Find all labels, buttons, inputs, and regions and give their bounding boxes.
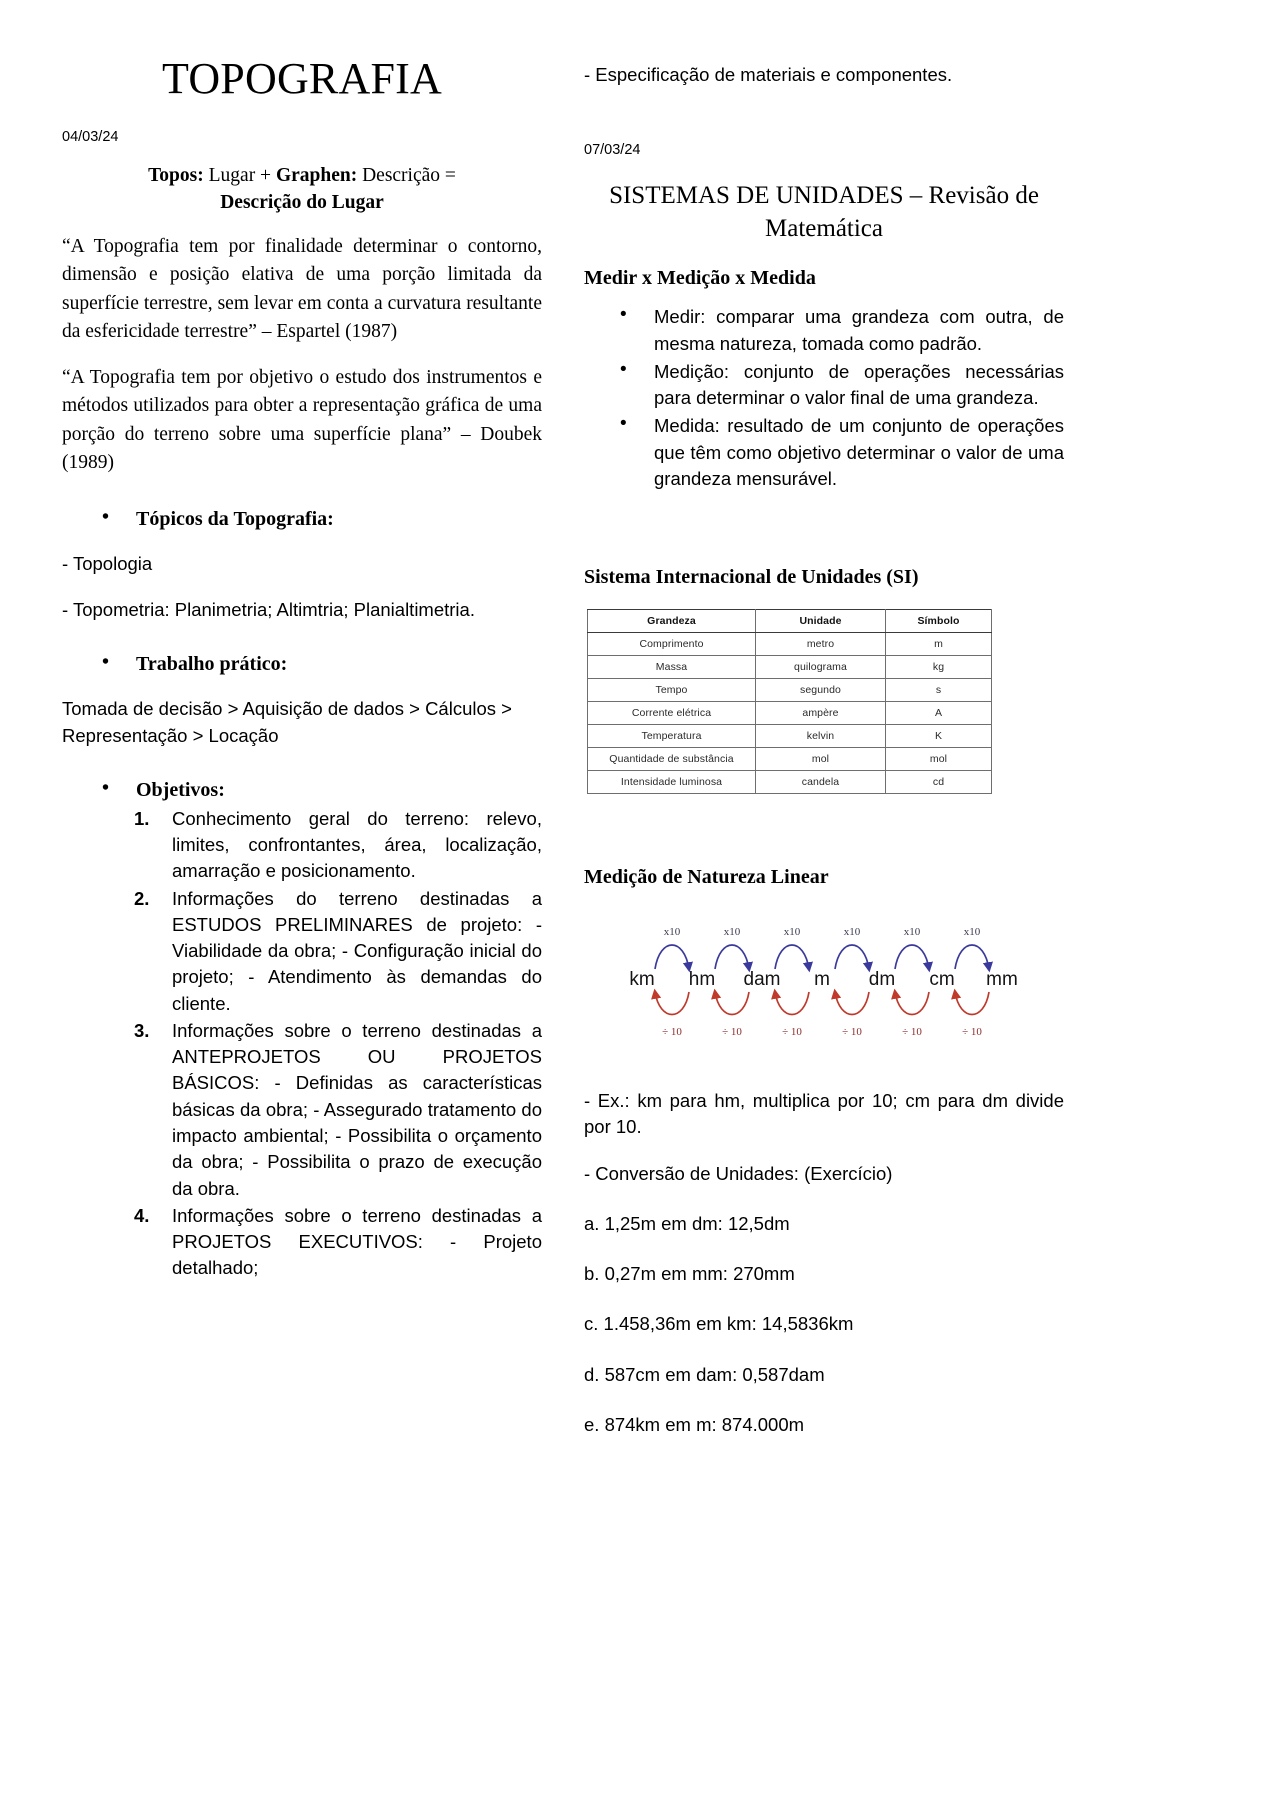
ladder-unit-cm: cm xyxy=(929,969,955,991)
cell-unidade: quilograma xyxy=(756,656,886,679)
left-column xyxy=(62,40,542,1438)
cell-simbolo: mol xyxy=(886,748,992,771)
table-row xyxy=(588,633,992,656)
ladder-unit-m: m xyxy=(814,969,830,991)
cell-simbolo: cd xyxy=(886,771,992,794)
exercise-heading: - Conversão de Unidades: (Exercício) xyxy=(584,1162,893,1184)
answer-d: d. 587cm em dam: 0,587dam xyxy=(584,1363,825,1385)
heading-medicao-natureza-linear: Medição de Natureza Linear xyxy=(584,866,829,889)
etymology-graphen-value: Descrição = xyxy=(357,165,456,187)
cell-grandeza: Massa xyxy=(588,656,756,679)
column-header-unidade: Unidade xyxy=(756,610,886,633)
section-title-sistemas-de-unidades: SISTEMAS DE UNIDADES – Revisão de Matemática xyxy=(609,182,1039,242)
list-item: • Medir: comparar uma grandeza com outra, de mesma natureza, tomada como padrão. xyxy=(620,304,1064,357)
etymology-result: Descrição do Lugar xyxy=(220,191,384,213)
multiply-arc xyxy=(895,945,929,969)
cell-unidade: mol xyxy=(756,748,886,771)
list-item-trabalho-pratico: • Trabalho prático: xyxy=(102,653,542,676)
divide-label: ÷ 10 xyxy=(962,1026,982,1039)
multiply-arc xyxy=(835,945,869,969)
ladder-unit-dam: dam xyxy=(743,969,781,991)
table-row xyxy=(588,702,992,725)
column-header-grandeza: Grandeza xyxy=(588,610,756,633)
cell-unidade: candela xyxy=(756,771,886,794)
multiply-label: x10 xyxy=(963,926,981,939)
quote-espartel: “A Topografia tem por finalidade determinar o contorno, dimensão e posição elativa de uma porção limitada da superfície terrestre, sem levar em conta a curvatura resultante da esfericidade terrestre” – Espartel (1987) xyxy=(62,236,542,343)
multiply-label: x10 xyxy=(903,926,921,939)
cell-simbolo: s xyxy=(886,679,992,702)
multiply-label: x10 xyxy=(843,926,861,939)
cell-unidade: metro xyxy=(756,633,886,656)
ladder-unit-km: km xyxy=(629,969,655,991)
cell-grandeza: Quantidade de substância xyxy=(588,748,756,771)
ladder-unit-hm: hm xyxy=(688,969,716,991)
spacer xyxy=(584,794,1064,840)
cell-grandeza: Intensidade luminosa xyxy=(588,771,756,794)
multiply-arc xyxy=(655,945,689,969)
divide-arc xyxy=(895,992,929,1015)
quote-doubek: “A Topografia tem por objetivo o estudo dos instrumentos e métodos utilizados para obter a representação gráfica de uma porção do terreno sobre uma superfície plana” – Doubek (1989) xyxy=(62,366,542,474)
exercise-answers xyxy=(584,1211,1064,1438)
cell-unidade: ampère xyxy=(756,702,886,725)
topics-topometria: - Topometria: Planimetria; Altimtria; Planialtimetria. xyxy=(62,599,475,621)
spacer xyxy=(584,1038,1064,1068)
definitions-list xyxy=(584,304,1064,492)
trabalho-flow: Tomada de decisão > Aquisição de dados > Cálculos > Representação > Locação xyxy=(62,698,512,746)
si-units-table xyxy=(587,609,992,794)
cell-unidade: segundo xyxy=(756,679,886,702)
etymology-topos-value: Lugar + xyxy=(203,165,276,187)
table-header-row xyxy=(588,610,992,633)
topics-heading-list xyxy=(62,508,542,531)
cell-grandeza: Tempo xyxy=(588,679,756,702)
continuation-text: - Especificação de materiais e componentes. xyxy=(584,64,953,85)
list-item-topicos: • Tópicos da Topografia: xyxy=(102,508,542,531)
spacer xyxy=(584,88,1064,118)
etymology-topos-label: Topos: xyxy=(148,165,204,187)
topics-topologia: - Topologia xyxy=(62,552,153,574)
divide-arc xyxy=(835,992,869,1015)
right-column xyxy=(584,40,1064,1438)
left-date-stamp: 04/03/24 xyxy=(62,129,119,146)
list-item: • Medida: resultado de um conjunto de operações que têm como objetivo determinar o valor de uma grandeza mensurável. xyxy=(620,413,1064,492)
answer-e: e. 874km em m: 874.000m xyxy=(584,1413,805,1435)
list-item: • Medição: conjunto de operações necessárias para determinar o valor final de uma grandeza. xyxy=(620,359,1064,412)
trabalho-heading-list xyxy=(62,653,542,676)
list-item-objetivos: • Objetivos: xyxy=(102,779,542,802)
etymology-block xyxy=(62,163,542,216)
multiply-arc xyxy=(715,945,749,969)
cell-grandeza: Comprimento xyxy=(588,633,756,656)
unit-ladder-container xyxy=(584,913,1064,1038)
list-item: Informações sobre o terreno destinadas a PROJETOS EXECUTIVOS: - Projeto detalhado; xyxy=(172,1204,542,1279)
objetivos-numbered-list xyxy=(62,806,542,1282)
divide-label: ÷ 10 xyxy=(782,1026,802,1039)
cell-simbolo: K xyxy=(886,725,992,748)
cell-grandeza: Corrente elétrica xyxy=(588,702,756,725)
list-item: Informações sobre o terreno destinadas a ANTEPROJETOS OU PROJETOS BÁSICOS: - Definidas as características básicas da obra; - Assegurado tratamento do impacto ambiental; - Possibilita o orçamento da obra; - Possibilita o prazo de execução da obra. xyxy=(172,1019,542,1199)
divide-arc xyxy=(655,992,689,1015)
divide-arc xyxy=(715,992,749,1015)
divide-arc xyxy=(955,992,989,1015)
heading-medir-medicao-medida: Medir x Medição x Medida xyxy=(584,267,816,290)
right-date-stamp: 07/03/24 xyxy=(584,142,641,159)
divide-label: ÷ 10 xyxy=(842,1026,862,1039)
divide-label: ÷ 10 xyxy=(902,1026,922,1039)
table-row xyxy=(588,771,992,794)
page-title: TOPOGRAFIA xyxy=(162,54,442,103)
multiply-label: x10 xyxy=(783,926,801,939)
cell-grandeza: Temperatura xyxy=(588,725,756,748)
table-row xyxy=(588,748,992,771)
answer-b: b. 0,27m em mm: 270mm xyxy=(584,1263,795,1285)
list-item: Informações do terreno destinadas a ESTUDOS PRELIMINARES de projeto: - Viabilidade da obra; - Configuração inicial do projeto; - Atendimento às demandas do cliente. xyxy=(172,887,542,1014)
spacer xyxy=(584,494,1064,540)
unit-conversion-ladder-diagram xyxy=(624,913,1024,1038)
etymology-graphen-label: Graphen: xyxy=(275,165,358,187)
divide-label: ÷ 10 xyxy=(662,1026,682,1039)
heading-sistema-internacional: Sistema Internacional de Unidades (SI) xyxy=(584,566,919,589)
multiply-label: x10 xyxy=(663,926,681,939)
divide-arc xyxy=(775,992,809,1015)
divide-label: ÷ 10 xyxy=(722,1026,742,1039)
ladder-unit-dm: dm xyxy=(868,969,896,991)
multiply-arc xyxy=(955,945,989,969)
cell-unidade: kelvin xyxy=(756,725,886,748)
table-row xyxy=(588,656,992,679)
ladder-unit-mm: mm xyxy=(986,969,1018,991)
table-row xyxy=(588,725,992,748)
column-header-simbolo: Símbolo xyxy=(886,610,992,633)
table-row xyxy=(588,679,992,702)
cell-simbolo: kg xyxy=(886,656,992,679)
multiply-arc xyxy=(775,945,809,969)
multiply-label: x10 xyxy=(723,926,741,939)
list-item: Conhecimento geral do terreno: relevo, limites, confrontantes, área, localização, amarração e posicionamento. xyxy=(172,807,542,882)
answer-a: a. 1,25m em dm: 12,5dm xyxy=(584,1212,790,1234)
cell-simbolo: m xyxy=(886,633,992,656)
example-note: - Ex.: km para hm, multiplica por 10; cm para dm divide por 10. xyxy=(584,1090,1064,1138)
si-table-container xyxy=(584,609,1064,794)
objetivos-heading-list xyxy=(62,779,542,802)
answer-c: c. 1.458,36m em km: 14,5836km xyxy=(584,1313,854,1335)
cell-simbolo: A xyxy=(886,702,992,725)
